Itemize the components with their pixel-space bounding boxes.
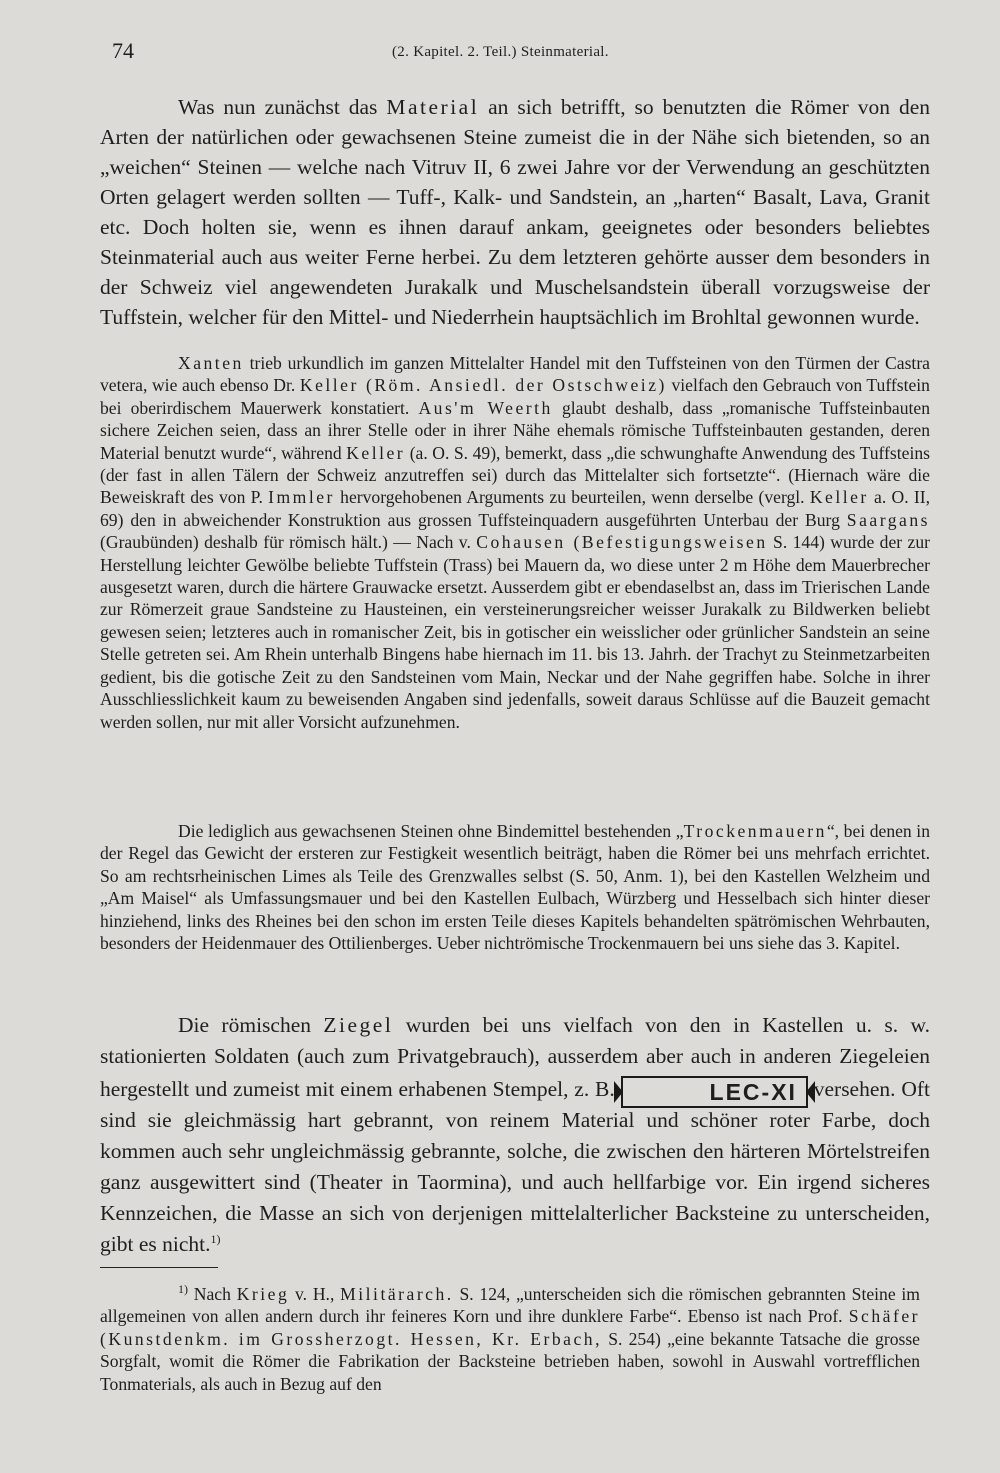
running-head: (2. Kapitel. 2. Teil.) Steinmaterial.: [392, 44, 609, 60]
emphasis-ziegel: Ziegel: [323, 1013, 394, 1037]
text-span: wurden bei uns vielfach von den in Kastellen u. s. w. stationierten Soldaten (auch zum Privatgebrauch), ausserdem aber auch in anderen Ziegeleien hergestellt und zumeist mit einem erhabenen Stempel, z. B.: [100, 1013, 930, 1101]
emphasis-keller-2: Keller: [809, 487, 869, 508]
text-span: Die lediglich aus gewachsenen Steinen ohne Bindemittel bestehenden „: [178, 821, 684, 841]
emphasis-krieg: Krieg: [236, 1284, 290, 1304]
text-span: Die römischen: [178, 1013, 324, 1037]
emphasis-keller-citation: Keller (Röm. Ansiedl. der Ostschweiz): [299, 375, 667, 396]
text-span: (a. O. S. 49), bemerkt, dass „die schwunghafte Anwendung des Tuffsteins (der fast in allen Tälern der Schweiz anzutreffen sei) durch das Mittelalter sich fortsetzte“. (Hiernach wäre die Beweiskraft des von P.: [100, 442, 930, 508]
emphasis-immler: Immler: [268, 487, 335, 508]
footnote: [100, 1283, 920, 1395]
footnote-mark: 1): [178, 1282, 188, 1297]
page-header: [0, 38, 1000, 68]
text-span: an sich betrifft, so benutzten die Römer von den Arten der natürlichen oder gewachsenen Steine zumeist die in der Nähe sich bietenden, so an „weichen“ Steinen — welche nach Vitruv II, 6 zwei Jahre vor der Verwendung an geschützten Orten gelagert werden sollten — Tuff-, Kalk- und Sandstein, an „harten“ Basalt, Lava, Granit etc. Doch holten sie, wenn es ihnen darauf ankam, geeignetes oder besonders beliebtes Steinmaterial auch aus weiter Ferne herbei. Zu dem letzteren gehörte ausser dem besonders in der Schweiz viel angewendeten Jurakalk und Muschelsandstein überall vorzugsweise der Tuffstein, welcher für den Mittel- und Niederrhein hauptsächlich im Brohltal gewonnen wurde.: [100, 95, 930, 329]
paragraph-ziegel: [100, 1010, 930, 1260]
text-span: “, bei denen in der Regel das Gewicht der ersteren zur Festigkeit wesentlich beiträgt, haben die Römer bei uns mehrfach errichtet. So am rechtsrheinischen Limes als Teile des Grenzwalles selbst (S. 50, Anm. 1), bei den Kastellen Welzheim und „Am Maisel“ als Umfassungsmauer und bei den Kastellen Eulbach, Würzberg und Hesselbach sich hinter dieser hinziehend, links des Rheines bei den schon im ersten Teile dieses Kapitels behandelten spätrömischen Wehrbauten, besonders der Heidenmauer des Ottilienberges. Ueber nichtrömische Trockenmauern bei uns siehe das 3. Kapitel.: [100, 821, 930, 954]
paragraph-trockenmauern: [100, 820, 930, 954]
text-span: Was nun zunächst das: [178, 95, 387, 119]
text-span: versehen. Oft sind sie gleichmässig hart gebrannt, von reinem Material und schöner roter Farbe, doch kommen auch sehr ungleichmässig gebrannte, solche, die zwischen den härteren Mörtelstreifen ganz ausgewittert sind (Theater in Taormina), und auch hellfarbige vor. Ein irgend sicheres Kennzeichen, die Masse an sich von derjenigen mittelalterlicher Backsteine zu unterscheiden, gibt es nicht.: [100, 1077, 930, 1256]
paragraph-xanten: [100, 352, 930, 733]
emphasis-xanten: Xanten: [178, 353, 244, 373]
text-span: (Graubünden) deshalb für römisch hält.) — Nach v.: [100, 532, 477, 553]
text-span: glaubt deshalb, dass „romanische Tuffsteinbauten sichere Zeichen seien, dass an ihrer Stelle oder in ihrer Nähe ehemals römische Tuffsteinbauten gestanden, deren Material benutzt wurde“, während: [100, 397, 930, 463]
text-span: S. 144) wurde der zur Herstellung leichter Gewölbe beliebte Tuffstein (Trass) bei Mauern da, wo diese unter 2 m Höhe dem Mauerbrecher ausgesetzt waren, durch die härtere Grauwacke ersetzt. Ausserdem gibt er ebendaselbst an, dass im Trierischen Lande zur Römerzeit graue Sandsteine zu Hausteinen, ein versteinerungsreicher weisser Jurakalk zu Bildwerken beliebt gewesen seien; letzteres auch in romanischer Zeit, bis in gotischer ein weisslicher oder grünlicher Sandstein an seine Stelle getreten sei. Am Rhein unterhalb Bingens habe hiernach im 11. bis 13. Jahrh. der Trachyt zu Steinmetzarbeiten gedient, bis die gotische Zeit zu den Sandsteinen vom Main, Neckar und der Nahe gegriffen habe. Solche in ihrer Ausschliesslichkeit kaum zu beweisenden Angaben sind jedenfalls, soweit daraus Schlüsse auf die Bauzeit gemacht werden sollen, nur mit aller Vorsicht aufzunehmen.: [100, 532, 930, 732]
brick-stamp: LEC-XI: [621, 1076, 808, 1108]
text-span: S. 254) „eine bekannte Tatsache die grosse Sorgfalt, womit die Römer die Fabrikation der Backsteine betrieben haben, sowohl in Auswahl vortrefflichen Tonmaterials, als auch in Bezug auf den: [100, 1328, 920, 1394]
emphasis-saargans: Saargans: [846, 509, 930, 530]
footnote-divider: [100, 1267, 218, 1268]
emphasis-schaefer: Schäfer (Kunstdenkm. im Grossherzogt. Hessen, Kr. Erbach,: [100, 1306, 920, 1349]
emphasis-ausm-weerth: Aus'm Weerth: [418, 397, 553, 418]
emphasis-militaerarch: Militärarch.: [340, 1284, 454, 1304]
emphasis-cohausen: Cohausen (Befestigungsweisen: [476, 532, 768, 553]
footnote-reference: 1): [210, 1231, 221, 1246]
text-span: a. O. II, 69) den in abweichender Konstruktion aus grossen Tuffsteinquadern ausgeführten Unterbau der Burg: [100, 487, 930, 530]
text-span: hervorgehobenen Arguments zu beurteilen, wenn derselbe (vergl.: [334, 487, 810, 508]
paragraph-material: [100, 92, 930, 332]
emphasis-trockenmauern: Trockenmauern: [683, 821, 827, 841]
text-span: vielfach den Gebrauch von Tuffstein bei oberirdischem Mauerwerk konstatiert.: [100, 375, 930, 418]
emphasis-keller: Keller: [346, 442, 406, 463]
emphasis-material: Material: [386, 95, 480, 119]
text-span: trieb urkundlich im ganzen Mittelalter Handel mit den Tuffsteinen von den Türmen der Castra vetera, wie auch ebenso Dr.: [100, 353, 930, 396]
text-span: v. H.,: [289, 1284, 341, 1304]
text-span: Nach: [188, 1284, 237, 1304]
page-number: 74: [112, 38, 134, 63]
text-span: S. 124, „unterscheiden sich die römischen gebrannten Steine im allgemeinen von allen andern durch ihr feineres Korn und ihre dunklere Farbe“. Ebenso ist nach Prof.: [100, 1284, 920, 1327]
